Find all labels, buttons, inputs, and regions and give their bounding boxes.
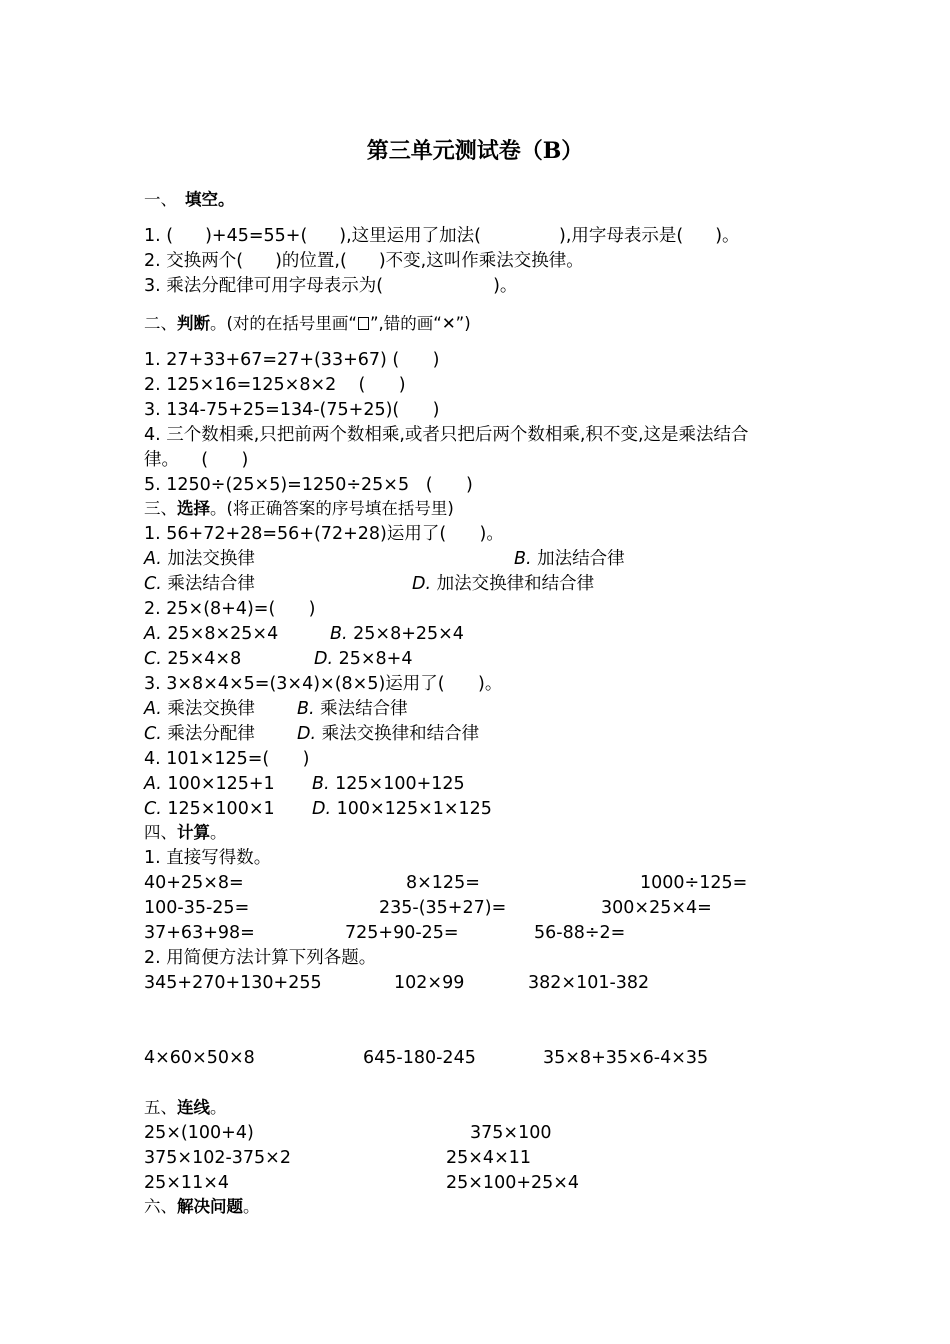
section-1-heading [144,189,235,211]
q1-text-d: ),用字母表示是( [559,226,684,246]
option-text: 25×8+4 [333,649,413,669]
choice-option[interactable] [412,573,594,595]
option-text: 乘法结合律 [161,574,255,594]
page-title: 第三单元测试卷（B） [366,138,584,164]
choice-option[interactable] [144,623,278,645]
choice-option[interactable] [144,548,255,570]
judge-item-4-cont: 律。 ( ) [144,450,249,470]
section-5-end: 。 [210,1098,227,1117]
choice-option[interactable] [144,648,241,670]
choice-option[interactable] [314,648,412,670]
checkmark-symbol [358,317,369,330]
section-6-heading [144,1196,260,1218]
section-2-note: 。(对的在括号里画“ [210,314,357,333]
option-letter: D. [312,799,332,819]
section-2-title: 判断 [177,314,210,333]
option-text: 加法交换律 [161,549,255,569]
match-right-item[interactable]: 25×4×11 [446,1148,531,1168]
fill-question-1 [144,225,740,247]
choice-question-3: 3. 3×8×4×5=(3×4)×(8×5)运用了( )。 [144,674,503,694]
calc-item: 645-180-245 [363,1048,476,1068]
option-letter: B. [514,549,532,569]
judge-item-1: 1. 27+33+67=27+(33+67) ( ) [144,350,440,370]
option-text: 125×100×1 [161,799,275,819]
choice-option[interactable] [312,798,492,820]
calc-part-1-label: 1. 直接写得数。 [144,848,272,868]
match-right-item[interactable]: 375×100 [470,1123,552,1143]
calc-item: 382×101-382 [528,973,650,993]
section-4-heading [144,822,227,844]
section-3-note: 。(将正确答案的序号填在括号里) [210,499,454,518]
section-6-number: 六、 [144,1197,177,1216]
fill-question-3 [144,275,517,297]
match-right-item[interactable]: 25×100+25×4 [446,1173,580,1193]
choice-option[interactable] [144,573,255,595]
option-text: 乘法交换律和结合律 [316,724,480,744]
option-letter: D. [314,649,334,669]
q3-text-a: 3. 乘法分配律可用字母表示为( [144,276,384,296]
match-left-item[interactable]: 25×11×4 [144,1173,229,1193]
calc-item: 345+270+130+255 [144,973,322,993]
option-letter: A. [144,699,162,719]
calc-item: 37+63+98= [144,923,255,943]
option-text: 加法交换律和结合律 [431,574,595,594]
calc-item: 725+90-25= [345,923,459,943]
q1-text-b: )+45=55+( [205,226,308,246]
section-5-title: 连线 [177,1098,210,1117]
calc-item: 235-(35+27)= [379,898,507,918]
option-text: 乘法结合律 [314,699,408,719]
section-3-heading [144,498,454,520]
q1-text-e: )。 [715,226,740,246]
calc-item: 102×99 [394,973,465,993]
section-2-heading [144,313,471,335]
option-letter: B. [330,624,348,644]
judge-item-3: 3. 134-75+25=134-(75+25)( ) [144,400,440,420]
choice-question-4: 4. 101×125=( ) [144,749,310,769]
section-4-end: 。 [210,823,227,842]
option-text: 25×8+25×4 [347,624,464,644]
option-text: 100×125×1×125 [331,799,492,819]
choice-question-1: 1. 56+72+28=56+(72+28)运用了( )。 [144,524,504,544]
q1-text-a: 1. ( [144,226,174,246]
judge-item-5: 5. 1250÷(25×5)=1250÷25×5 ( ) [144,475,473,495]
q3-text-b: )。 [493,276,518,296]
calc-item: 100-35-25= [144,898,250,918]
option-letter: A. [144,624,162,644]
calc-item: 8×125= [406,873,480,893]
section-6-end: 。 [243,1197,260,1216]
section-1-number: 一、 [144,190,177,209]
calc-item: 56-88÷2= [534,923,626,943]
option-letter: D. [297,724,317,744]
fill-question-2 [144,250,584,272]
section-4-title: 计算 [177,823,210,842]
choice-option[interactable] [144,698,255,720]
option-letter: C. [144,799,162,819]
option-letter: A. [144,774,162,794]
choice-question-2: 2. 25×(8+4)=( ) [144,599,316,619]
option-letter: A. [144,549,162,569]
section-5-heading [144,1097,227,1119]
calc-item: 40+25×8= [144,873,244,893]
option-letter: B. [297,699,315,719]
calc-item: 35×8+35×6-4×35 [543,1048,709,1068]
choice-option[interactable] [297,723,479,745]
choice-option[interactable] [514,548,625,570]
match-left-item[interactable]: 375×102-375×2 [144,1148,291,1168]
q2-text-b: )的位置,( [275,251,347,271]
section-4-number: 四、 [144,823,177,842]
section-3-title: 选择 [177,499,210,518]
match-left-item[interactable]: 25×(100+4) [144,1123,254,1143]
choice-option[interactable] [297,698,408,720]
q1-text-c: ),这里运用了加法( [339,226,481,246]
option-text: 乘法交换律 [161,699,255,719]
calc-item: 1000÷125= [640,873,748,893]
q2-text-a: 2. 交换两个( [144,251,244,271]
option-letter: C. [144,724,162,744]
option-text: 加法结合律 [531,549,625,569]
option-text: 乘法分配律 [161,724,255,744]
option-letter: B. [312,774,330,794]
option-letter: D. [412,574,432,594]
option-letter: C. [144,574,162,594]
section-3-number: 三、 [144,499,177,518]
choice-option[interactable] [144,773,275,795]
choice-option[interactable] [144,723,255,745]
choice-option[interactable] [312,773,465,795]
choice-option[interactable] [330,623,464,645]
calc-item: 4×60×50×8 [144,1048,255,1068]
judge-item-4: 4. 三个数相乘,只把前两个数相乘,或者只把后两个数相乘,积不变,这是乘法结合 [144,425,749,445]
calc-part-2-label: 2. 用简便方法计算下列各题。 [144,948,377,968]
option-text: 25×8×25×4 [161,624,279,644]
option-text: 100×125+1 [161,774,275,794]
q2-text-c: )不变,这叫作乘法交换律。 [378,251,584,271]
judge-item-2: 2. 125×16=125×8×2 ( ) [144,375,406,395]
choice-option[interactable] [144,798,275,820]
option-text: 25×4×8 [161,649,242,669]
section-2-note-end: ”,错的画“✕”) [370,314,471,333]
section-2-number: 二、 [144,314,177,333]
section-1-title: 填空。 [185,190,235,209]
calc-item: 300×25×4= [601,898,712,918]
option-text: 125×100+125 [329,774,465,794]
section-6-title: 解决问题 [177,1197,243,1216]
option-letter: C. [144,649,162,669]
section-5-number: 五、 [144,1098,177,1117]
